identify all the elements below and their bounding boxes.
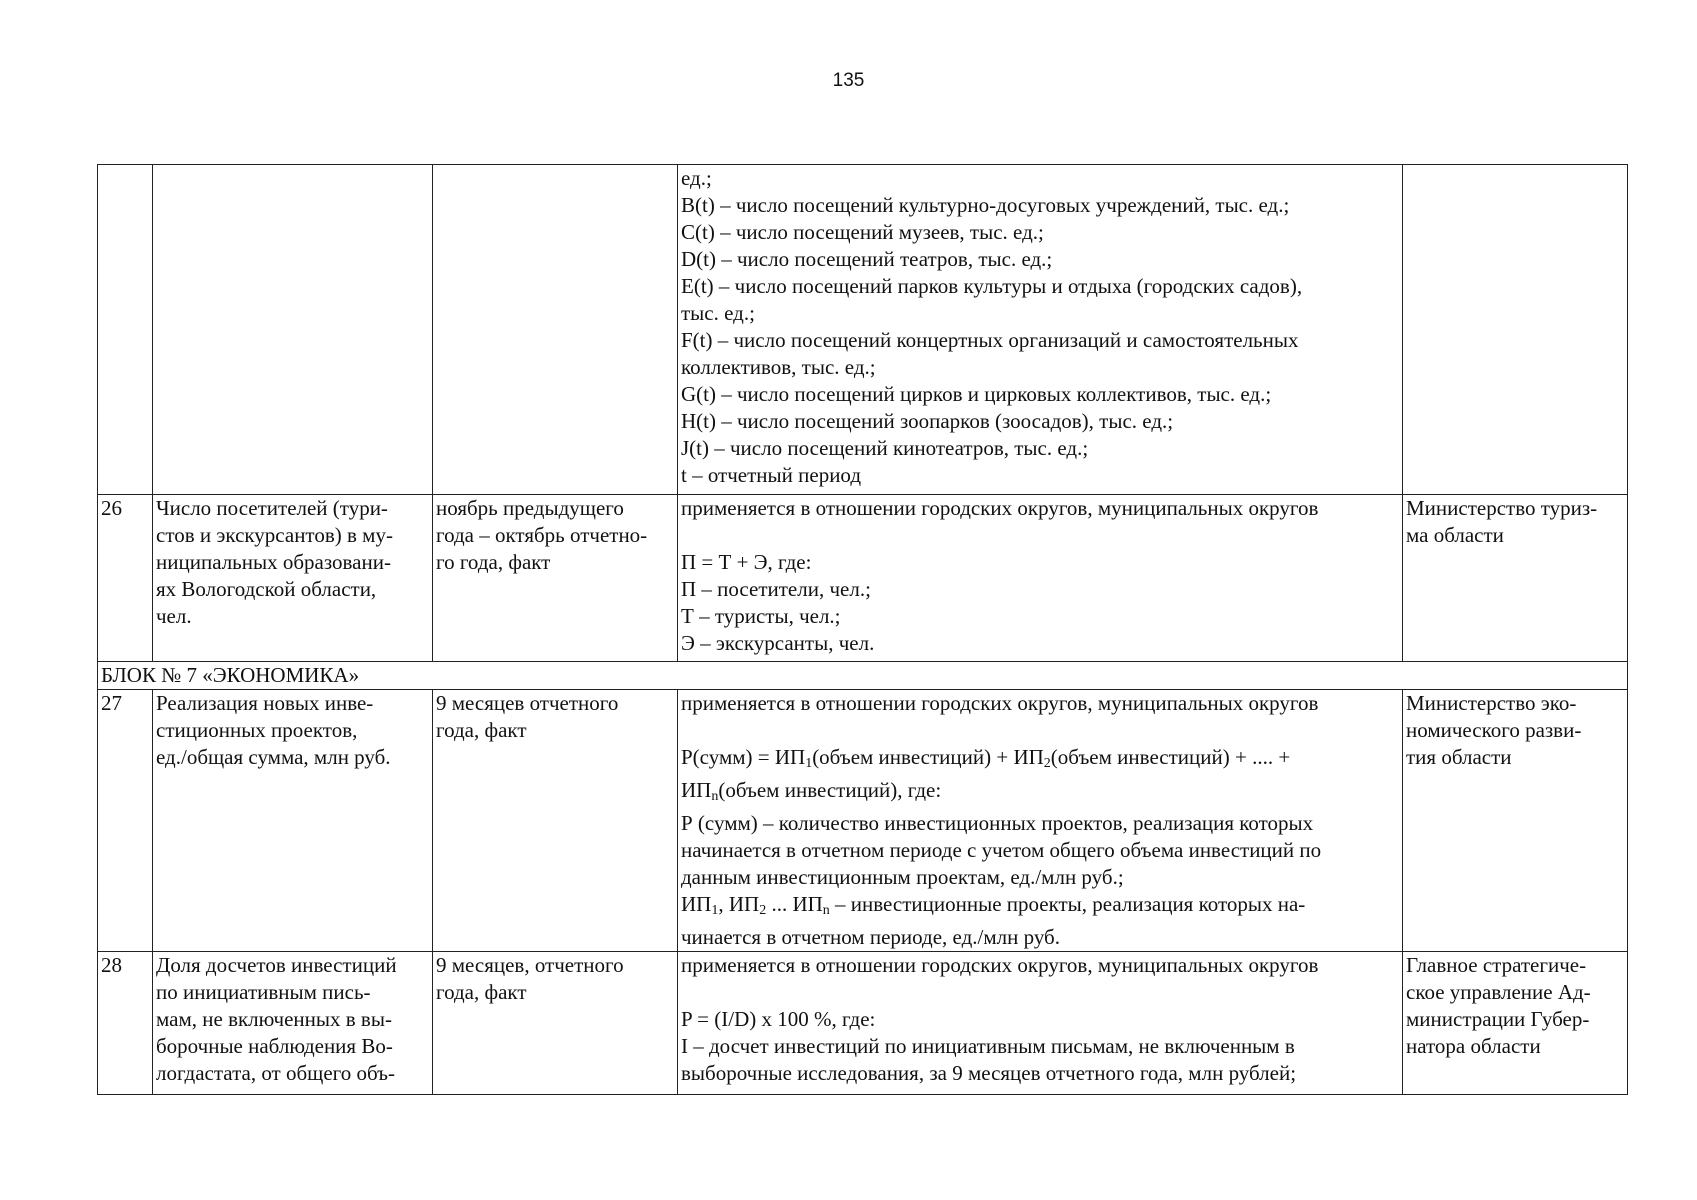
method-line: H(t) – число посещений зоопарков (зоосадов), тыс. ед.;: [681, 409, 1174, 433]
responsible-line: Министерство туриз-: [1406, 496, 1598, 520]
period-line: 9 месяцев, отчетного: [436, 953, 624, 977]
name-line: логдастата, от общего объ-: [156, 1061, 396, 1085]
block-title: БЛОК № 7 «ЭКОНОМИКА»: [98, 662, 1628, 690]
name-line: по инициативным пись-: [156, 980, 371, 1004]
method-line: P = (I/D) x 100 %, где:: [681, 1007, 876, 1031]
cell-period: [433, 690, 678, 952]
cell-indicator-name: [153, 690, 433, 952]
cell-responsible: [1403, 495, 1628, 662]
responsible-line: ма области: [1406, 523, 1504, 547]
table-row-28: [98, 952, 1628, 1095]
method-line: C(t) – число посещений музеев, тыс. ед.;: [681, 220, 1044, 244]
name-line: ниципальных образовани-: [156, 550, 391, 574]
method-line: начинается в отчетном периоде с учетом общего объема инвестиций по: [681, 838, 1322, 862]
cell-indicator-name: [153, 495, 433, 662]
period-line: года, факт: [436, 718, 527, 742]
responsible-line: натора области: [1406, 1034, 1541, 1058]
method-line: Р (сумм) – количество инвестиционных проектов, реализация которых: [681, 811, 1314, 835]
responsible-line: Главное стратегиче-: [1406, 953, 1587, 977]
responsible-line: тия области: [1406, 745, 1512, 769]
period-line: года – октябрь отчетно-: [436, 523, 648, 547]
cell-indicator-name: [153, 165, 433, 495]
method-line: коллективов, тыс. ед.;: [681, 355, 876, 379]
page-number: 135: [832, 70, 865, 91]
cell-number: 27: [98, 690, 153, 952]
cell-period: [433, 495, 678, 662]
formula-line: P(сумм) = $ИП_1(объем$ инвестиций) + $ИП_2(объем$ инвестиций) + .... +: [681, 745, 1291, 771]
responsible-line: ское управление Ад-: [1406, 980, 1591, 1004]
method-line: t – отчетный период: [681, 463, 862, 487]
responsible-line: Министерство эко-: [1406, 691, 1577, 715]
method-line: ед.;: [681, 166, 712, 190]
method-line: D(t) – число посещений театров, тыс. ед.;: [681, 247, 1053, 271]
cell-method: [678, 165, 1403, 495]
method-line: Т – туристы, чел.;: [681, 604, 841, 628]
responsible-line: министрации Губер-: [1406, 1007, 1590, 1031]
cell-responsible: [1403, 165, 1628, 495]
method-line: чинается в отчетном периоде, ед./млн руб.: [681, 925, 1060, 949]
method-line: выборочные исследования, за 9 месяцев отчетного года, млн рублей;: [681, 1061, 1297, 1085]
name-line: ях Вологодской области,: [156, 577, 377, 601]
method-line: E(t) – число посещений парков культуры и отдыха (городских садов),: [681, 274, 1303, 298]
period-line: 9 месяцев отчетного: [436, 691, 619, 715]
name-line: Доля досчетов инвестиций: [156, 953, 397, 977]
name-line: мам, не включенных в вы-: [156, 1007, 392, 1031]
scope-text: применяется в отношении городских округов, муниципальных округов: [681, 691, 1319, 715]
block-header-row: [98, 662, 1628, 690]
method-line: I – досчет инвестиций по инициативным письмам, не включенным в: [681, 1034, 1295, 1058]
method-line: Э – экскурсанты, чел.: [681, 631, 875, 655]
cell-method: [678, 690, 1403, 952]
method-line: П – посетители, чел.;: [681, 577, 871, 601]
cell-period: [433, 952, 678, 1095]
name-line: ед./общая сумма, млн руб.: [156, 745, 391, 769]
cell-number: 28: [98, 952, 153, 1095]
method-line: G(t) – число посещений цирков и цирковых коллективов, тыс. ед.;: [681, 382, 1272, 406]
cell-method: [678, 952, 1403, 1095]
cell-method: [678, 495, 1403, 662]
responsible-line: номического разви-: [1406, 718, 1582, 742]
formula-line: $ИП_n(объем$ инвестиций), где:: [681, 778, 942, 804]
period-line: ноябрь предыдущего: [436, 496, 624, 520]
period-line: го года, факт: [436, 550, 551, 574]
name-line: Реализация новых инве-: [156, 691, 374, 715]
name-line: Число посетителей (тури-: [156, 496, 388, 520]
table-row-continuation: [98, 165, 1628, 495]
period-line: года, факт: [436, 980, 527, 1004]
method-line: B(t) – число посещений культурно-досуговых учреждений, тыс. ед.;: [681, 193, 1290, 217]
method-line: данным инвестиционным проектам, ед./млн руб.;: [681, 865, 1124, 889]
name-line: борочные наблюдения Во-: [156, 1034, 393, 1058]
cell-number: 26: [98, 495, 153, 662]
formula-line: $ИП_1$, $ИП_2$ ... $ИП_n$ – инвестиционные проекты, реализация которых на-: [681, 892, 1306, 918]
cell-indicator-name: [153, 952, 433, 1095]
scope-text: применяется в отношении городских округов, муниципальных округов: [681, 953, 1319, 977]
cell-number: [98, 165, 153, 495]
cell-responsible: [1403, 690, 1628, 952]
cell-responsible: [1403, 952, 1628, 1095]
scope-text: применяется в отношении городских округов, муниципальных округов: [681, 496, 1319, 520]
indicators-table: [97, 164, 1628, 1095]
method-line: П = Т + Э, где:: [681, 550, 812, 574]
name-line: стов и экскурсантов) в му-: [156, 523, 393, 547]
name-line: стиционных проектов,: [156, 718, 358, 742]
method-line: J(t) – число посещений кинотеатров, тыс. ед.;: [681, 436, 1089, 460]
cell-period: [433, 165, 678, 495]
table-row-27: [98, 690, 1628, 952]
name-line: чел.: [156, 604, 192, 628]
table-row-26: [98, 495, 1628, 662]
method-line: тыс. ед.;: [681, 301, 755, 325]
method-line: F(t) – число посещений концертных организаций и самостоятельных: [681, 328, 1299, 352]
